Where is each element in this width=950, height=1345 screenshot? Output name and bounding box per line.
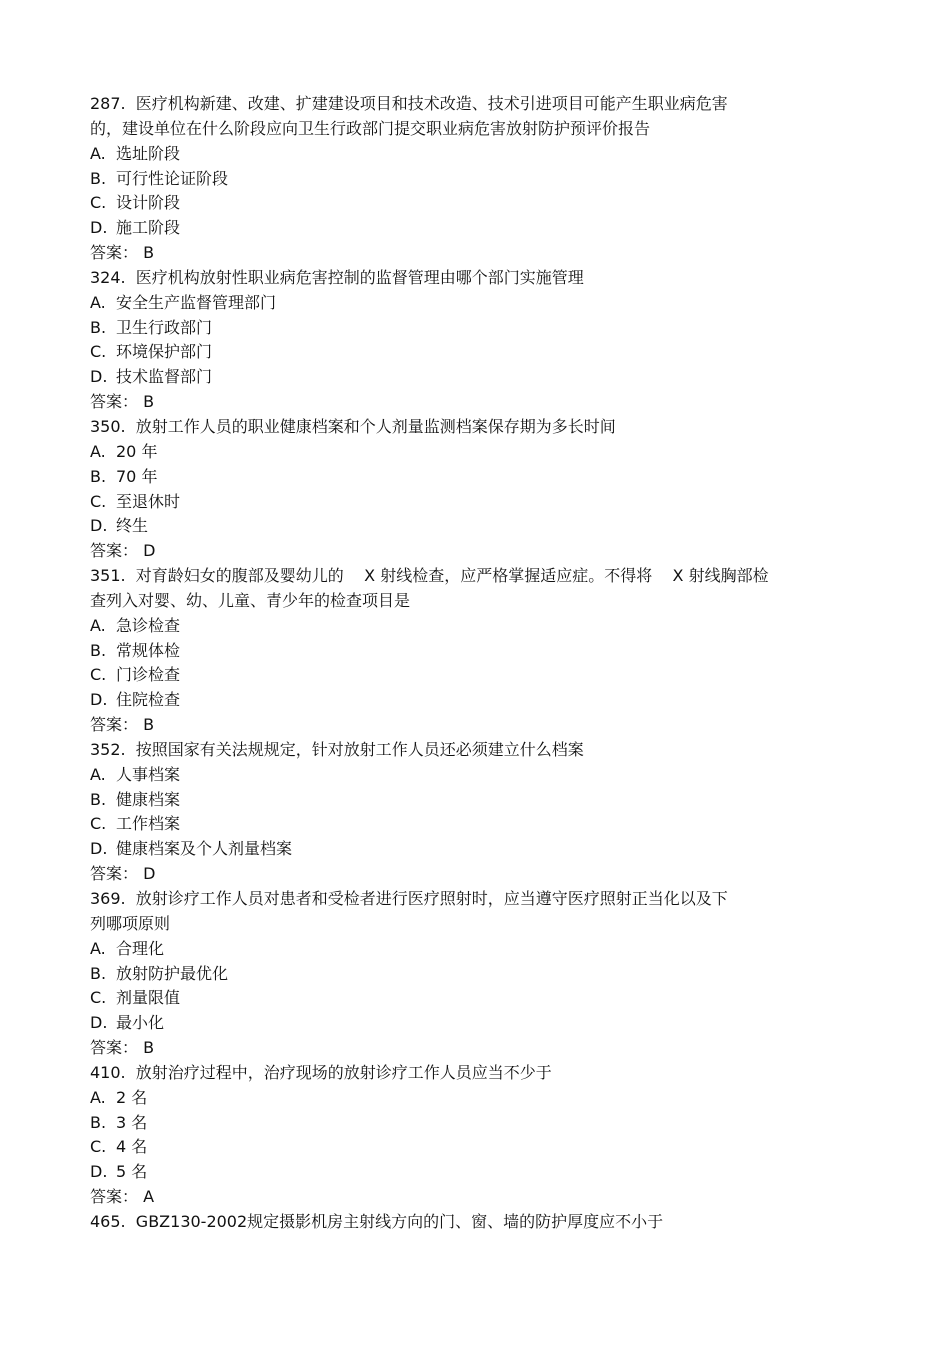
option-text: 卫生行政部门 [116, 317, 213, 337]
option-text: 门诊检查 [116, 665, 181, 685]
option-item [90, 788, 850, 813]
answer-line: 答案： B [90, 715, 155, 735]
question-stem [90, 92, 850, 117]
option-text: 20 年 [116, 441, 158, 461]
question-stem-continued [90, 912, 850, 937]
option-item [90, 688, 850, 713]
option-item [90, 291, 850, 316]
answer-line: 答案： A [90, 1187, 155, 1207]
question-stem [90, 1061, 850, 1086]
option-letter: A. [90, 441, 106, 461]
option-text: 安全生产监督管理部门 [116, 292, 277, 312]
option-letter: C. [90, 814, 107, 834]
option-text: 4 名 [116, 1137, 148, 1157]
option-text: 环境保护部门 [116, 342, 213, 362]
option-text: 至退休时 [116, 491, 181, 511]
option-text: 急诊检查 [116, 615, 181, 635]
question-text: 列哪项原则 [90, 913, 171, 933]
option-text: 住院检查 [116, 690, 181, 710]
question-text: 放射诊疗工作人员对患者和受检者进行医疗照射时，应当遵守医疗照射正当化以及下 [135, 889, 728, 908]
document-body [90, 92, 850, 1235]
option-item [90, 1111, 850, 1136]
option-item [90, 812, 850, 837]
question-block [90, 92, 850, 266]
option-text: 70 年 [116, 466, 158, 486]
option-letter: A. [90, 938, 106, 958]
question-stem-continued [90, 117, 850, 142]
option-letter: D. [90, 516, 108, 536]
option-item [90, 1160, 850, 1185]
option-letter: C. [90, 665, 107, 685]
question-stem [90, 738, 850, 763]
option-text: 剂量限值 [116, 988, 181, 1008]
option-text: 设计阶段 [116, 193, 181, 213]
option-item [90, 340, 850, 365]
option-letter: D. [90, 1162, 108, 1182]
option-letter: C. [90, 988, 107, 1008]
option-letter: B. [90, 168, 107, 188]
option-item [90, 142, 850, 167]
option-item [90, 167, 850, 192]
option-letter: C. [90, 193, 107, 213]
option-item [90, 639, 850, 664]
option-item [90, 1011, 850, 1036]
question-text: 医疗机构新建、改建、扩建建设项目和技术改造、技术引进项目可能产生职业病危害 [135, 94, 728, 113]
option-item [90, 216, 850, 241]
option-letter: D. [90, 839, 108, 859]
option-letter: C. [90, 1137, 107, 1157]
option-letter: D. [90, 690, 108, 710]
question-text: 对育龄妇女的腹部及婴幼儿的 X 射线检查，应严格掌握适应症。不得将 X 射线胸部检 [135, 566, 769, 586]
option-item [90, 316, 850, 341]
answer-line: 答案： B [90, 243, 155, 263]
question-number: 465. [90, 1211, 126, 1231]
option-item [90, 440, 850, 465]
option-letter: A. [90, 1087, 106, 1107]
option-letter: A. [90, 143, 106, 163]
option-text: 放射防护最优化 [116, 963, 229, 983]
option-text: 最小化 [116, 1013, 165, 1033]
answer-line: 答案： D [90, 541, 156, 561]
option-item [90, 763, 850, 788]
option-letter: B. [90, 789, 107, 809]
option-item [90, 837, 850, 862]
answer-line: 答案： D [90, 864, 156, 884]
option-item [90, 663, 850, 688]
option-text: 2 名 [116, 1087, 148, 1107]
option-text: 工作档案 [116, 814, 181, 834]
option-letter: D. [90, 1013, 108, 1033]
question-text: 的，建设单位在什么阶段应向卫生行政部门提交职业病危害放射防护预评价报告 [90, 118, 651, 138]
option-item [90, 191, 850, 216]
question-text: 放射工作人员的职业健康档案和个人剂量监测档案保存期为多长时间 [135, 416, 616, 436]
option-letter: D. [90, 367, 108, 387]
option-text: 5 名 [116, 1162, 148, 1182]
question-block [90, 415, 850, 564]
question-block [90, 1210, 850, 1235]
option-letter: B. [90, 963, 107, 983]
question-text: 按照国家有关法规规定，针对放射工作人员还必须建立什么档案 [135, 739, 584, 759]
option-text: 合理化 [116, 938, 165, 958]
option-letter: C. [90, 491, 107, 511]
option-item [90, 1086, 850, 1111]
question-number: 352. [90, 739, 126, 759]
question-stem [90, 887, 850, 912]
question-number: 410. [90, 1062, 126, 1082]
option-letter: B. [90, 466, 107, 486]
option-text: 健康档案及个人剂量档案 [116, 839, 293, 859]
question-number: 287. [90, 94, 126, 113]
option-item [90, 490, 850, 515]
option-text: 常规体检 [116, 640, 181, 660]
question-text: 放射治疗过程中，治疗现场的放射诊疗工作人员应当不少于 [135, 1062, 552, 1082]
question-block [90, 887, 850, 1061]
question-stem [90, 415, 850, 440]
question-stem [90, 1210, 850, 1235]
option-text: 选址阶段 [116, 143, 181, 163]
answer-line: 答案： B [90, 1038, 155, 1058]
option-text: 终生 [116, 516, 149, 536]
option-letter: B. [90, 1112, 107, 1132]
question-block [90, 1061, 850, 1210]
option-letter: A. [90, 292, 106, 312]
option-text: 3 名 [116, 1112, 148, 1132]
option-text: 施工阶段 [116, 218, 181, 238]
question-stem [90, 564, 850, 589]
option-text: 技术监督部门 [116, 367, 213, 387]
option-text: 人事档案 [116, 764, 181, 784]
answer-line: 答案： B [90, 392, 155, 412]
option-letter: D. [90, 218, 108, 238]
option-letter: B. [90, 317, 107, 337]
option-letter: A. [90, 615, 106, 635]
question-number: 350. [90, 416, 126, 436]
question-text: GBZ130-2002规定摄影机房主射线方向的门、窗、墙的防护厚度应不小于 [135, 1211, 664, 1231]
question-text: 医疗机构放射性职业病危害控制的监督管理由哪个部门实施管理 [135, 267, 584, 287]
question-block [90, 738, 850, 887]
option-letter: B. [90, 640, 107, 660]
option-item [90, 514, 850, 539]
question-block [90, 266, 850, 415]
question-stem [90, 266, 850, 291]
question-stem-continued [90, 589, 850, 614]
option-item [90, 465, 850, 490]
option-item [90, 365, 850, 390]
option-item [90, 937, 850, 962]
option-text: 可行性论证阶段 [116, 168, 229, 188]
option-item [90, 614, 850, 639]
question-text: 查列入对婴、幼、儿童、青少年的检查项目是 [90, 590, 411, 610]
option-text: 健康档案 [116, 789, 181, 809]
option-item [90, 962, 850, 987]
question-number: 369. [90, 889, 126, 908]
question-number: 351. [90, 566, 126, 586]
option-letter: C. [90, 342, 107, 362]
question-block [90, 564, 850, 738]
option-item [90, 1135, 850, 1160]
option-item [90, 986, 850, 1011]
question-number: 324. [90, 267, 126, 287]
option-letter: A. [90, 764, 106, 784]
